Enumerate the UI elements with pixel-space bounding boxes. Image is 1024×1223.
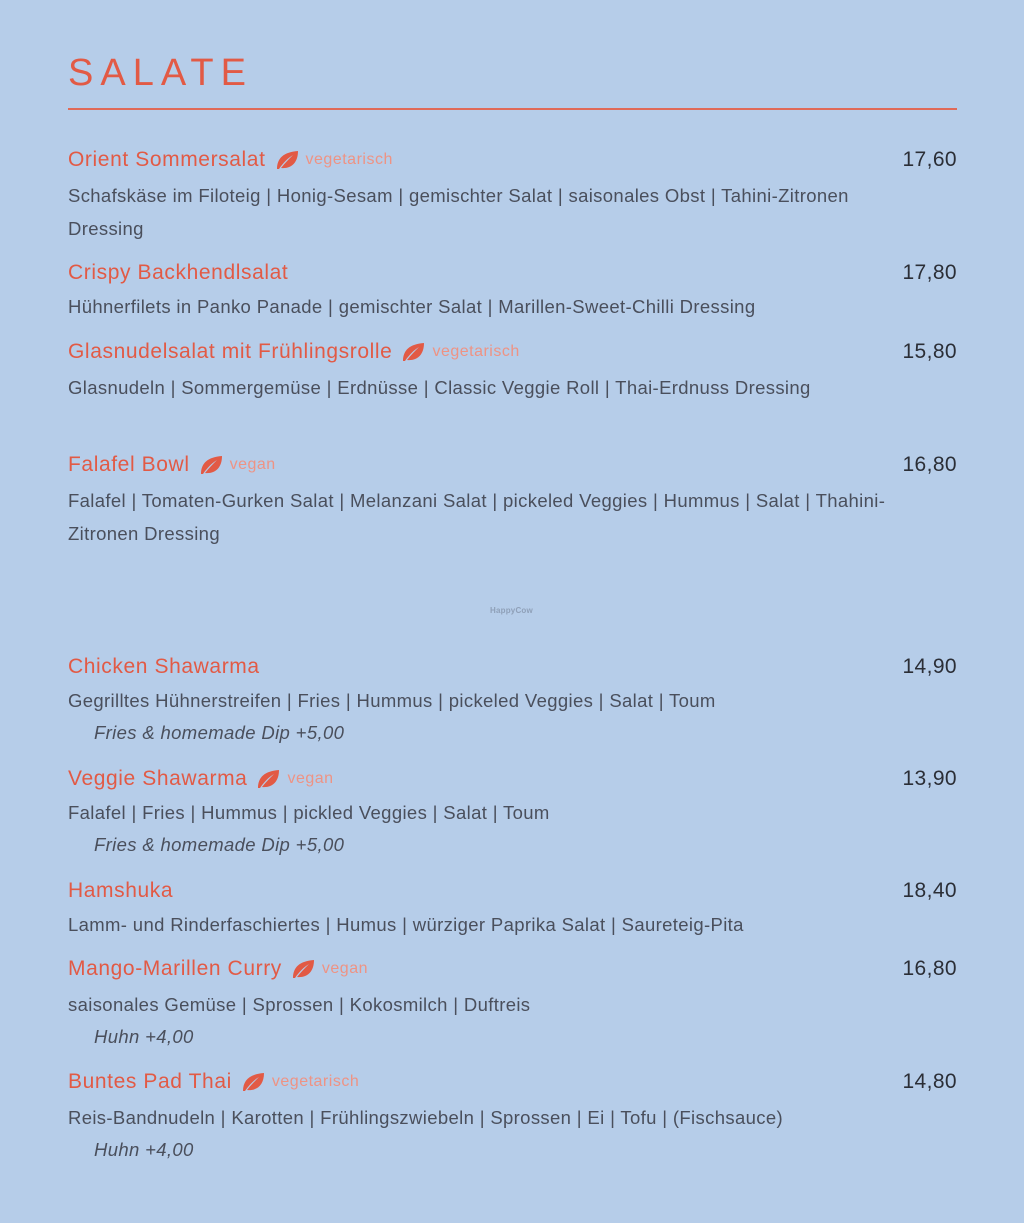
item-extra: Huhn +4,00 [94, 1139, 194, 1160]
item-name: Falafel Bowl [68, 453, 190, 476]
item-description: Glasnudeln | Sommergemüse | Erdnüsse | Classic Veggie Roll | Thai-Erdnuss Dressing [68, 377, 811, 398]
menu-item-orient-sommersalat [68, 145, 957, 245]
item-name: Veggie Shawarma [68, 767, 248, 790]
item-price: 14,90 [902, 655, 957, 678]
leaf-icon [290, 958, 316, 980]
item-name: Orient Sommersalat [68, 148, 266, 171]
leaf-icon [198, 454, 224, 476]
diet-tag: vegetarisch [305, 151, 393, 168]
item-price: 14,80 [902, 1070, 957, 1093]
diet-tag: vegan [229, 456, 276, 473]
item-description: saisonales Gemüse | Sprossen | Kokosmilch | Duftreis [68, 994, 531, 1015]
leaf-icon [274, 149, 300, 171]
item-description: Reis-Bandnudeln | Karotten | Frühlingszwiebeln | Sprossen | Ei | Tofu | (Fischsauce) [68, 1107, 783, 1128]
item-name: Hamshuka [68, 879, 174, 902]
title-divider [68, 108, 957, 110]
menu-item-mango-marillen-curry [68, 954, 957, 1053]
diet-tag: vegetarisch [271, 1073, 360, 1090]
item-price: 18,40 [902, 879, 957, 902]
item-description: Falafel | Fries | Hummus | pickled Veggies | Salat | Toum [68, 802, 550, 823]
item-price: 13,90 [902, 767, 957, 790]
diet-tag: vegan [321, 960, 368, 977]
watermark: HappyCow [490, 606, 533, 615]
item-description: Hühnerfilets in Panko Panade | gemischter Salat | Marillen-Sweet-Chilli Dressing [68, 296, 756, 317]
item-price: 17,80 [902, 261, 957, 284]
item-extra: Huhn +4,00 [94, 1026, 194, 1047]
item-description: Schafskäse im Filoteig | Honig-Sesam | gemischter Salat | saisonales Obst | Tahini-Zitronen Dressing [68, 185, 849, 239]
item-name: Buntes Pad Thai [68, 1070, 232, 1093]
leaf-icon [255, 768, 281, 790]
diet-tag: vegetarisch [432, 343, 520, 360]
item-price: 17,60 [902, 148, 957, 171]
item-name: Crispy Backhendlsalat [68, 261, 289, 284]
menu-item-falafel-bowl [68, 450, 957, 550]
item-extra: Fries & homemade Dip +5,00 [94, 834, 345, 855]
item-description: Gegrilltes Hühnerstreifen | Fries | Hummus | pickeled Veggies | Salat | Toum [68, 690, 716, 711]
item-extra: Fries & homemade Dip +5,00 [94, 722, 345, 743]
menu-item-chicken-shawarma [68, 652, 957, 749]
leaf-icon [240, 1071, 266, 1093]
item-name: Chicken Shawarma [68, 655, 260, 678]
item-price: 16,80 [902, 957, 957, 980]
menu-item-glasnudelsalat [68, 337, 957, 404]
section-title: SALATE [68, 52, 253, 94]
item-price: 15,80 [902, 340, 957, 363]
leaf-icon [400, 341, 426, 363]
menu-item-buntes-pad-thai [68, 1067, 957, 1166]
item-price: 16,80 [902, 453, 957, 476]
menu-item-veggie-shawarma [68, 764, 957, 861]
menu-item-crispy-backhendlsalat [68, 258, 957, 323]
item-description: Falafel | Tomaten-Gurken Salat | Melanzani Salat | pickeled Veggies | Hummus | Salat | Thahini-Zitronen Dressing [68, 490, 886, 544]
diet-tag: vegan [287, 770, 334, 787]
item-name: Glasnudelsalat mit Frühlingsrolle [68, 340, 393, 363]
item-name: Mango-Marillen Curry [68, 957, 282, 980]
menu-item-hamshuka [68, 876, 957, 941]
item-description: Lamm- und Rinderfaschiertes | Humus | würziger Paprika Salat | Saureteig-Pita [68, 914, 744, 935]
